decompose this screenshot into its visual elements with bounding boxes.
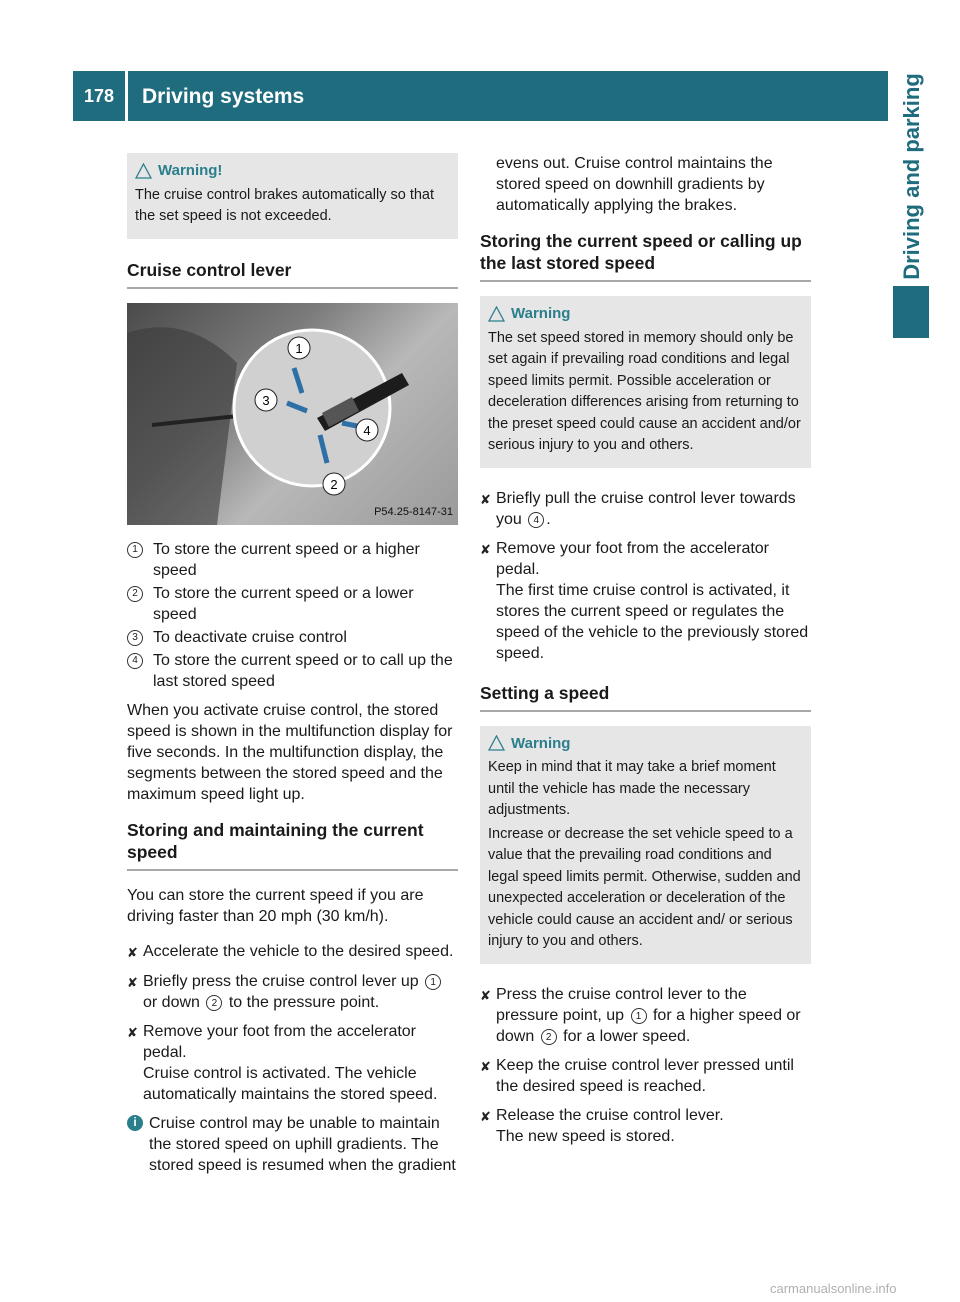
step-arrow-icon: ✘ (127, 1024, 138, 1040)
legend-item: 1 To store the current speed or a higher speed (127, 539, 458, 581)
lever-illustration (127, 303, 458, 525)
watermark: carmanualsonline.info (770, 1281, 897, 1296)
info-continuation: evens out. Cruise control maintains the stored speed on downhill gradients by automatically applying the brakes. (496, 155, 773, 214)
svg-text:2: 2 (330, 476, 338, 492)
right-column (480, 153, 811, 1155)
side-tab-marker (893, 286, 929, 338)
warning-text: Keep in mind that it may take a brief moment until the vehicle has made the necessary adjustments. (488, 759, 776, 818)
info-note: i Cruise control may be unable to maintain the stored speed on uphill gradients. The stored speed is resumed when the gradient (127, 1113, 458, 1176)
step-arrow-icon: ✘ (480, 1058, 491, 1074)
info-icon: i (127, 1115, 143, 1131)
warning-box (480, 726, 811, 964)
left-column (127, 153, 458, 1186)
heading-cruise-control-lever: Cruise control lever (127, 259, 458, 289)
legend-item: 4 To store the current speed or to call up the last stored speed (127, 650, 458, 692)
step-arrow-icon: ✘ (480, 491, 491, 507)
callout-2 (323, 473, 345, 495)
side-chapter-tab (893, 71, 929, 281)
instruction-step: ✘ Release the cruise control lever. The new speed is stored. (480, 1106, 724, 1145)
warning-box (127, 153, 458, 239)
warning-title: Warning (511, 305, 571, 322)
step-arrow-icon: ✘ (127, 944, 138, 960)
warning-title: Warning (511, 734, 571, 752)
instruction-step: ✘ Remove your foot from the accelerator pedal. The first time cruise control is activated, it stores the current speed or regulates the speed of the vehicle to the previously stored speed. (480, 539, 809, 662)
warning-title: Warning! (158, 162, 223, 179)
callout-1 (288, 337, 310, 359)
instruction-step: ✘ Briefly pull the cruise control lever towards you 4 . (480, 489, 796, 528)
step-arrow-icon: ✘ (480, 541, 491, 557)
cruise-control-lever-figure (127, 303, 458, 525)
instruction-step: ✘ Remove your foot from the accelerator pedal. Cruise control is activated. The vehicle automatically maintains the stored speed. (127, 1022, 438, 1103)
page-header (73, 71, 888, 121)
figure-code: P54.25-8147-31 (374, 505, 453, 518)
warning-text: The set speed stored in memory should only be set again if prevailing road conditions and legal speed limits permit. Possible acceleration or deceleration differences arising from returning to the preset speed could cause an accident and/or serious injury to you and others. (488, 329, 801, 453)
step-arrow-icon: ✘ (127, 974, 138, 990)
instruction-step: ✘ Briefly press the cruise control lever up 1 or down 2 to the pressure point. (127, 971, 458, 1013)
warning-text: Increase or decrease the set vehicle speed to a value that the prevailing road conditions and legal speed limits permit. Otherwise, sudden and unexpected acceleration or deceleration of the vehicle could cause an accident and/ or serious injury to you and others. (488, 825, 801, 949)
instruction-step: ✘ Press the cruise control lever to the pressure point, up 1 for a higher speed or down 2 for a lower speed. (480, 985, 801, 1045)
heading-storing-speed: Storing and maintaining the current speed (127, 819, 458, 871)
warning-box (480, 296, 811, 468)
paragraph-activate: When you activate cruise control, the stored speed is shown in the multifunction display for five seconds. In the multifunction display, the segments between the stored speed and the maximum speed light up. (127, 701, 453, 803)
callout-3 (255, 389, 277, 411)
legend-item: 3 To deactivate cruise control (127, 627, 458, 648)
svg-text:1: 1 (295, 340, 303, 356)
section-title: Driving systems (142, 84, 305, 108)
heading-recall-speed: Storing the current speed or calling up the last stored speed (480, 230, 811, 282)
svg-text:4: 4 (363, 422, 371, 438)
paragraph-store: You can store the current speed if you are driving faster than 20 mph (30 km/h). (127, 886, 424, 925)
page-number: 178 (73, 71, 128, 121)
instruction-step: ✘ Keep the cruise control lever pressed until the desired speed is reached. (480, 1056, 794, 1095)
warning-triangle-icon (488, 735, 505, 751)
warning-triangle-icon (488, 306, 505, 322)
warning-triangle-icon (135, 163, 152, 179)
step-arrow-icon: ✘ (480, 1108, 491, 1124)
side-chapter-label: Driving and parking (898, 72, 924, 280)
instruction-step: ✘ Accelerate the vehicle to the desired speed. (127, 941, 458, 963)
figure-legend (127, 539, 458, 692)
warning-text: The cruise control brakes automatically so that the set speed is not exceeded. (135, 186, 434, 224)
svg-text:3: 3 (262, 392, 270, 408)
callout-4 (356, 419, 378, 441)
legend-item: 2 To store the current speed or a lower speed (127, 583, 458, 625)
heading-setting-speed: Setting a speed (480, 682, 811, 712)
step-arrow-icon: ✘ (480, 987, 491, 1003)
